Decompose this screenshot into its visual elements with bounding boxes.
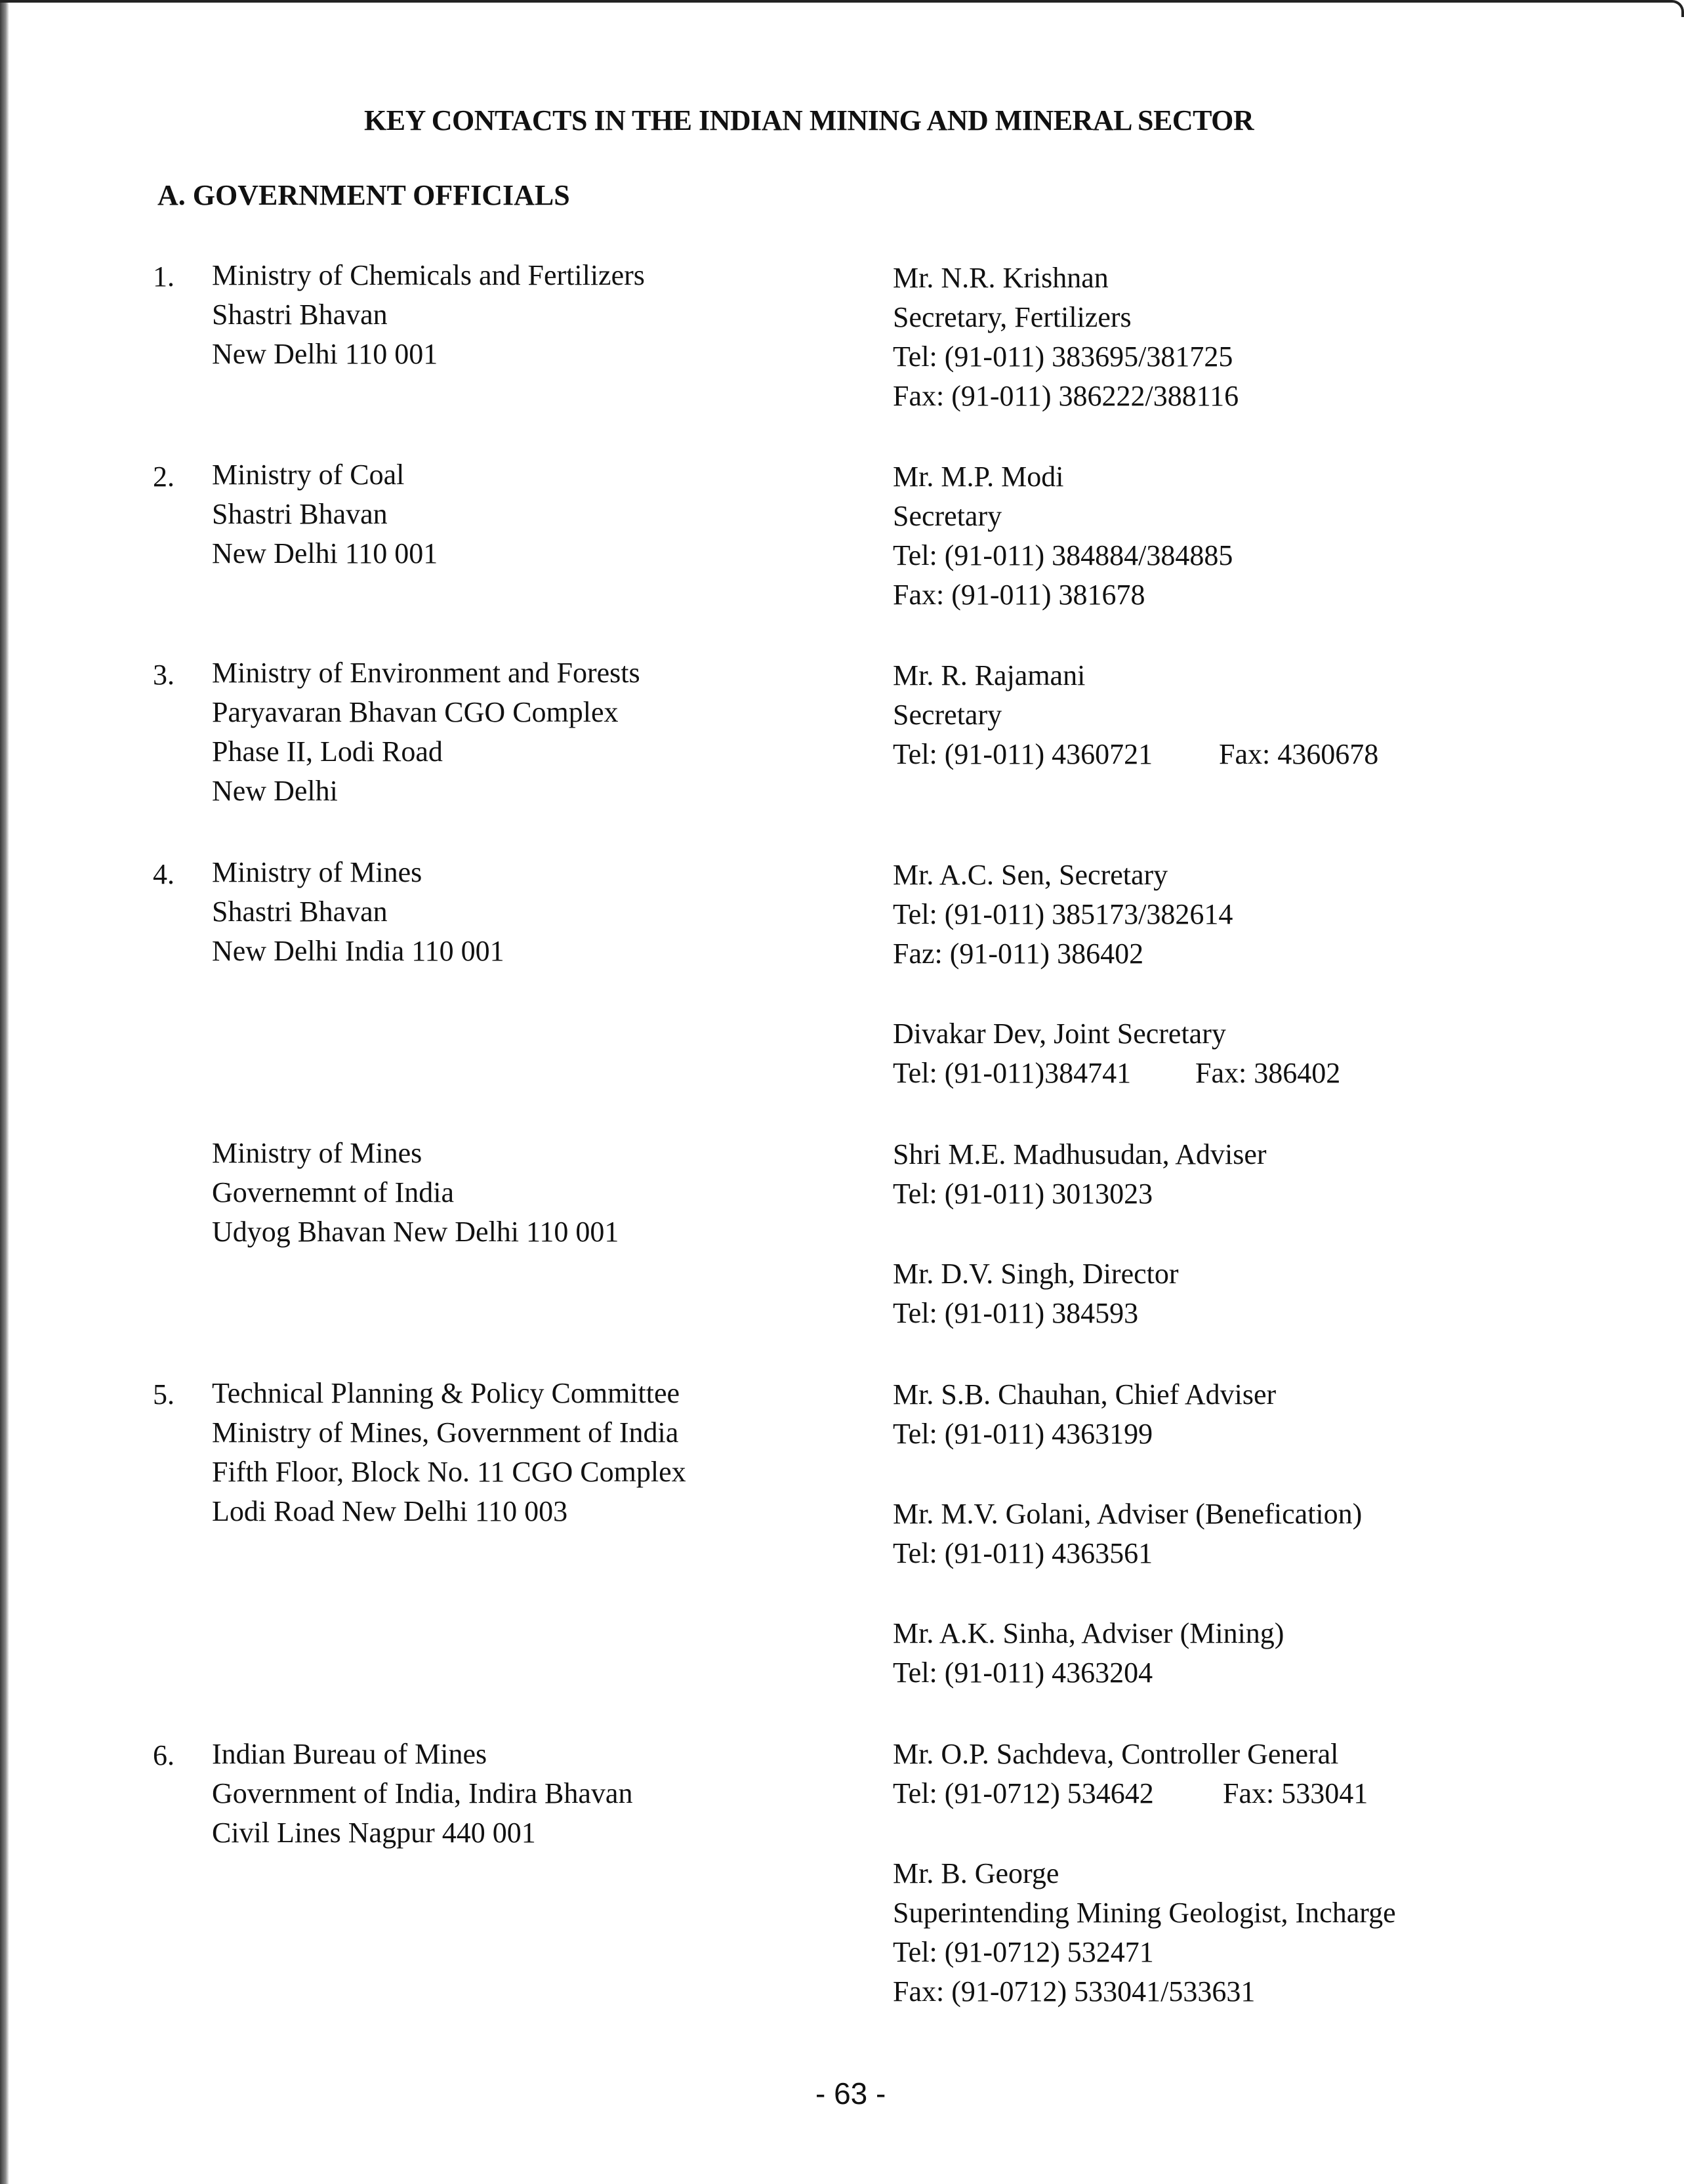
- entry-number: 6.: [153, 1739, 175, 1771]
- org-name: Technical Planning & Policy Committee: [212, 1377, 680, 1409]
- contact-name: Mr. A.C. Sen, Secretary: [893, 859, 1168, 891]
- org-address-line: Shastri Bhavan: [212, 498, 388, 530]
- contact-phone: Tel: (91-011)384741: [893, 1057, 1132, 1089]
- org-address-line: New Delhi: [212, 775, 338, 807]
- org-name: Ministry of Mines: [212, 856, 422, 888]
- contact-phone: Tel: (91-011) 384593: [893, 1297, 1139, 1329]
- entry-number: 5.: [153, 1378, 175, 1411]
- contact-title: Secretary: [893, 500, 1002, 532]
- org-name: Ministry of Environment and Forests: [212, 657, 640, 689]
- contact-phone: Tel: (91-011) 4363204: [893, 1657, 1153, 1689]
- contact-fax: Fax: 533041: [1223, 1777, 1368, 1809]
- org-address-line: Ministry of Mines, Government of India: [212, 1416, 679, 1449]
- contact-name: Mr. S.B. Chauhan, Chief Adviser: [893, 1378, 1277, 1411]
- org-name: Ministry of Chemicals and Fertilizers: [212, 259, 645, 291]
- contact-name: Divakar Dev, Joint Secretary: [893, 1018, 1226, 1050]
- org-address-line: Governemnt of India: [212, 1176, 454, 1208]
- org-address-line: New Delhi 110 001: [212, 338, 438, 370]
- contact-phone: Tel: (91-011) 4363561: [893, 1537, 1153, 1569]
- contact-fax: Faz: (91-011) 386402: [893, 937, 1144, 970]
- org-name: Ministry of Coal: [212, 459, 405, 491]
- scan-left-edge: [0, 0, 9, 2184]
- org-address-line: Shastri Bhavan: [212, 896, 388, 928]
- contact-name: Mr. M.P. Modi: [893, 461, 1064, 493]
- contact-fax: Fax: (91-011) 386222/388116: [893, 380, 1239, 412]
- org-address-line: Lodi Road New Delhi 110 003: [212, 1495, 568, 1527]
- org-address-line: Fifth Floor, Block No. 11 CGO Complex: [212, 1456, 686, 1488]
- contact-name: Mr. N.R. Krishnan: [893, 262, 1109, 294]
- contact-title: Secretary, Fertilizers: [893, 301, 1132, 333]
- contact-name: Mr. D.V. Singh, Director: [893, 1258, 1179, 1290]
- contact-phone: Tel: (91-011) 4360721: [893, 738, 1153, 770]
- section-heading: A. GOVERNMENT OFFICIALS: [157, 179, 570, 211]
- contact-fax: Fax: (91-011) 381678: [893, 579, 1145, 611]
- contact-phone: Tel: (91-011) 384884/384885: [893, 539, 1233, 571]
- org-address-line: New Delhi 110 001: [212, 537, 438, 569]
- contact-name: Mr. A.K. Sinha, Adviser (Mining): [893, 1617, 1284, 1649]
- contact-title: Superintending Mining Geologist, Incharge: [893, 1897, 1396, 1929]
- org-name: Ministry of Mines: [212, 1137, 422, 1169]
- contact-name: Mr. M.V. Golani, Adviser (Benefication): [893, 1498, 1363, 1530]
- org-address-line: Shastri Bhavan: [212, 299, 388, 331]
- contact-phone: Tel: (91-0712) 532471: [893, 1936, 1154, 1968]
- entry-number: 2.: [153, 461, 175, 493]
- contact-fax: Fax: (91-0712) 533041/533631: [893, 1975, 1256, 2008]
- org-address-line: New Delhi India 110 001: [212, 935, 504, 967]
- org-address-line: Government of India, Indira Bhavan: [212, 1777, 633, 1809]
- contact-phone: Tel: (91-011) 3013023: [893, 1178, 1153, 1210]
- entry-number: 1.: [153, 260, 175, 293]
- contact-phone: Tel: (91-011) 383695/381725: [893, 340, 1233, 373]
- contact-fax: Fax: 4360678: [1219, 738, 1379, 770]
- org-address-line: Civil Lines Nagpur 440 001: [212, 1817, 536, 1849]
- contact-name: Mr. R. Rajamani: [893, 659, 1086, 691]
- contact-phone: Tel: (91-011) 4363199: [893, 1418, 1153, 1450]
- entry-number: 3.: [153, 659, 175, 691]
- org-name: Indian Bureau of Mines: [212, 1738, 487, 1770]
- page-number: - 63 -: [815, 2076, 886, 2111]
- contact-name: Mr. B. George: [893, 1857, 1059, 1889]
- entry-number: 4.: [153, 858, 175, 890]
- scan-corner-mark: [1642, 0, 1684, 17]
- org-address-line: Paryavaran Bhavan CGO Complex: [212, 696, 619, 728]
- scan-top-edge: [0, 0, 1666, 3]
- contact-phone: Tel: (91-0712) 534642: [893, 1777, 1154, 1809]
- org-address-line: Phase II, Lodi Road: [212, 735, 443, 768]
- contact-name: Shri M.E. Madhusudan, Adviser: [893, 1138, 1267, 1170]
- contact-phone: Tel: (91-011) 385173/382614: [893, 898, 1233, 930]
- contact-title: Secretary: [893, 699, 1002, 731]
- contact-name: Mr. O.P. Sachdeva, Controller General: [893, 1738, 1339, 1770]
- contact-fax: Fax: 386402: [1195, 1057, 1341, 1089]
- org-address-line: Udyog Bhavan New Delhi 110 001: [212, 1216, 619, 1248]
- document-title: KEY CONTACTS IN THE INDIAN MINING AND MINERAL SECTOR: [364, 104, 1254, 136]
